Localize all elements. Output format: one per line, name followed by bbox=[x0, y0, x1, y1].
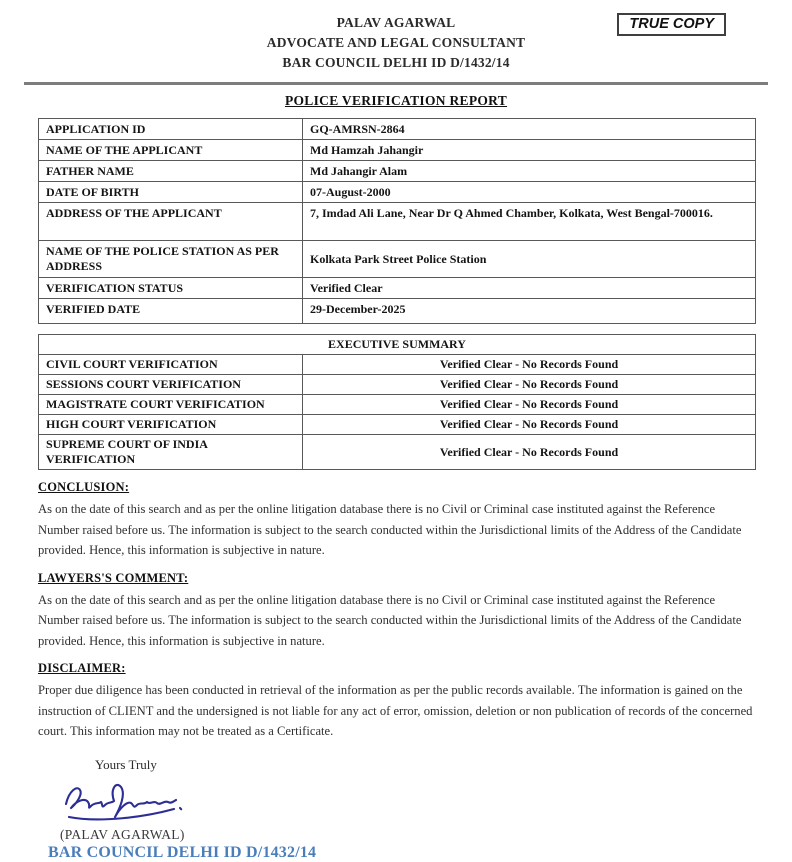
signed-name: (PALAV AGARWAL) bbox=[60, 826, 185, 842]
row-value: 07-August-2000 bbox=[303, 182, 756, 203]
row-label: APPLICATION ID bbox=[39, 119, 303, 140]
table-row bbox=[39, 119, 756, 140]
row-label: NAME OF THE APPLICANT bbox=[39, 140, 303, 161]
row-value: Verified Clear - No Records Found bbox=[303, 415, 756, 435]
row-label: DATE OF BIRTH bbox=[39, 182, 303, 203]
row-value: Verified Clear bbox=[303, 278, 756, 299]
narrative-section bbox=[38, 480, 755, 561]
section-body: Proper due diligence has been conducted in retrieval of the information as per the public records available. The information is gained on the instruction of CLIENT and the undersigned is not liable for any act of error, omission, deletion or non publication of records of the concerned court. This information may not be treated as a Certificate. bbox=[38, 683, 753, 738]
handwritten-signature bbox=[60, 777, 792, 825]
table-row bbox=[39, 161, 756, 182]
section-heading: DISCLAIMER: bbox=[38, 661, 126, 675]
table-row bbox=[39, 299, 756, 324]
table-row bbox=[39, 278, 756, 299]
row-label: VERIFICATION STATUS bbox=[39, 278, 303, 299]
row-label: VERIFIED DATE bbox=[39, 299, 303, 324]
letterhead-role: ADVOCATE AND LEGAL CONSULTANT bbox=[266, 35, 526, 50]
row-value: Kolkata Park Street Police Station bbox=[303, 241, 756, 278]
row-label: NAME OF THE POLICE STATION AS PER ADDRESS bbox=[39, 241, 303, 278]
row-value: Verified Clear - No Records Found bbox=[303, 355, 756, 375]
row-label: FATHER NAME bbox=[39, 161, 303, 182]
signature-ink-icon bbox=[60, 777, 190, 825]
row-value: Verified Clear - No Records Found bbox=[303, 375, 756, 395]
executive-summary-table bbox=[38, 334, 756, 470]
row-label: MAGISTRATE COURT VERIFICATION bbox=[39, 395, 303, 415]
row-label: HIGH COURT VERIFICATION bbox=[39, 415, 303, 435]
table-row bbox=[39, 395, 756, 415]
table-row bbox=[39, 415, 756, 435]
true-copy-stamp: TRUE COPY bbox=[617, 13, 726, 36]
table-row bbox=[39, 355, 756, 375]
row-value: 29-December-2025 bbox=[303, 299, 756, 324]
section-heading: LAWYERS'S COMMENT: bbox=[38, 570, 189, 585]
table-row bbox=[39, 375, 756, 395]
row-value: Verified Clear - No Records Found bbox=[303, 395, 756, 415]
row-value: GQ-AMRSN-2864 bbox=[303, 119, 756, 140]
row-value: Md Jahangir Alam bbox=[303, 161, 756, 182]
executive-summary-heading: EXECUTIVE SUMMARY bbox=[39, 335, 756, 355]
applicant-details-table bbox=[38, 118, 756, 324]
executive-summary-header-row bbox=[39, 335, 756, 355]
section-body: As on the date of this search and as per the online litigation database there is no Civil or Criminal case instituted against the Reference Number raised before us. The information is subject to the search conducted within the Jurisdictional limits of the Address of the Candidate provided. Hence, this information is subjective in nature. bbox=[38, 592, 742, 648]
letterhead-name: PALAV AGARWAL bbox=[336, 15, 456, 30]
executive-summary-body bbox=[39, 355, 756, 470]
narrative-section bbox=[38, 661, 755, 742]
row-label: ADDRESS OF THE APPLICANT bbox=[39, 203, 303, 241]
table-row bbox=[39, 241, 756, 278]
section-heading: CONCLUSION: bbox=[38, 480, 130, 494]
table-row bbox=[39, 140, 756, 161]
narrative-sections bbox=[38, 480, 755, 742]
section-body: As on the date of this search and as per the online litigation database there is no Civil or Criminal case instituted against the Reference Number raised before us. The information is subject to the search conducted within the Jurisdictional limits of the Address of the Candidate provided. Hence, this information is subjective in nature. bbox=[38, 502, 742, 557]
bar-council-id: BAR COUNCIL DELHI ID D/1432/14 bbox=[48, 843, 317, 861]
table-row bbox=[39, 203, 756, 241]
row-label: CIVIL COURT VERIFICATION bbox=[39, 355, 303, 375]
applicant-details-body bbox=[39, 119, 756, 324]
report-title: POLICE VERIFICATION REPORT bbox=[284, 93, 508, 108]
row-value: Verified Clear - No Records Found bbox=[303, 435, 756, 470]
row-label: SUPREME COURT OF INDIA VERIFICATION bbox=[39, 435, 303, 470]
row-value: 7, Imdad Ali Lane, Near Dr Q Ahmed Chamber, Kolkata, West Bengal-700016. bbox=[303, 203, 756, 241]
row-value: Md Hamzah Jahangir bbox=[303, 140, 756, 161]
table-row bbox=[39, 435, 756, 470]
letterhead bbox=[0, 0, 792, 73]
table-row bbox=[39, 182, 756, 203]
letterhead-bar-id: BAR COUNCIL DELHI ID D/1432/14 bbox=[282, 55, 510, 70]
row-label: SESSIONS COURT VERIFICATION bbox=[39, 375, 303, 395]
narrative-section bbox=[38, 571, 755, 652]
closing-salutation: Yours Truly bbox=[95, 756, 157, 772]
header-divider bbox=[24, 82, 768, 85]
